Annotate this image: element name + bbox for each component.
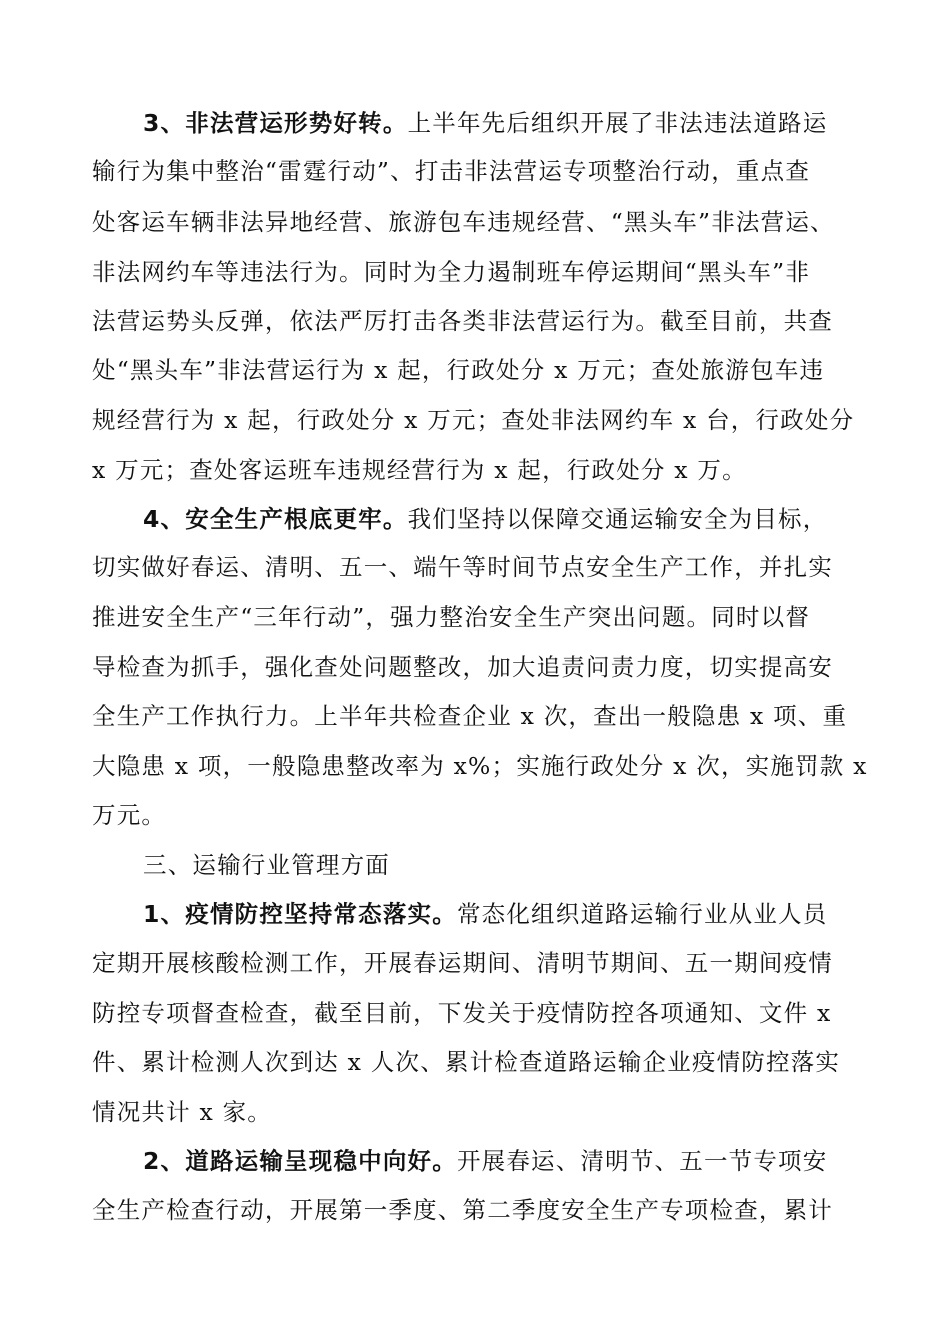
- paragraph-line: 大隐患 x 项，一般隐患整改率为 x%；实施行政处分 x 次，实施罚款 x: [92, 752, 868, 780]
- section-heading: 三、运输行业管理方面: [143, 851, 390, 879]
- paragraph-1-heading-line: [143, 899, 923, 929]
- paragraph-line: 防控专项督查检查，截至目前，下发关于疫情防控各项通知、文件 x: [92, 999, 832, 1027]
- paragraph-line: 定期开展核酸检测工作，开展春运期间、清明节期间、五一期间疫情: [92, 949, 833, 977]
- paragraph-3-text: 上半年先后组织开展了非法违法道路运: [407, 109, 828, 137]
- paragraph-1-lead: 1、疫情防控坚持常态落实。: [143, 900, 457, 928]
- paragraph-line: x 万元；查处客运班车违规经营行为 x 起，行政处分 x 万。: [92, 456, 747, 484]
- paragraph-line: 全生产检查行动，开展第一季度、第二季度安全生产专项检查，累计: [92, 1196, 833, 1224]
- paragraph-2-text: 开展春运、清明节、五一节专项安: [456, 1147, 828, 1175]
- paragraph-line: 导检查为抓手，强化查处问题整改，加大追责问责力度，切实提高安: [92, 653, 833, 681]
- paragraph-line: 件、累计检测人次到达 x 人次、累计检查道路运输企业疫情防控落实: [92, 1048, 841, 1076]
- paragraph-line: 处客运车辆非法异地经营、旅游包车违规经营、“黑头车”非法营运、: [92, 208, 835, 236]
- paragraph-line: 万元。: [92, 801, 167, 829]
- paragraph-line: 非法网约车等违法行为。同时为全力遏制班车停运期间“黑头车”非: [92, 258, 811, 286]
- paragraph-line: 情况共计 x 家。: [92, 1098, 272, 1126]
- paragraph-line: 输行为集中整治“雷霆行动”、打击非法营运专项整治行动，重点查: [92, 157, 811, 185]
- paragraph-4-text: 我们坚持以保障交通运输安全为目标，: [407, 505, 828, 533]
- paragraph-1-text: 常态化组织道路运输行业从业人员: [456, 900, 828, 928]
- paragraph-4-lead: 4、安全生产根底更牢。: [143, 505, 408, 533]
- paragraph-2-lead: 2、道路运输呈现稳中向好。: [143, 1147, 457, 1175]
- paragraph-line: 推进安全生产“三年行动”，强力整治安全生产突出问题。同时以督: [92, 603, 811, 631]
- paragraph-4-heading-line: [143, 504, 923, 534]
- paragraph-line: 全生产工作执行力。上半年共检查企业 x 次，查出一般隐患 x 项、重: [92, 702, 848, 730]
- paragraph-2-heading-line: [143, 1146, 923, 1176]
- paragraph-line: 切实做好春运、清明、五一、端午等时间节点安全生产工作，并扎实: [92, 553, 833, 581]
- paragraph-3-lead: 3、非法营运形势好转。: [143, 109, 408, 137]
- paragraph-3-heading-line: [143, 108, 923, 138]
- paragraph-line: 规经营行为 x 起，行政处分 x 万元；查处非法网约车 x 台，行政处分: [92, 406, 855, 434]
- paragraph-line: 处“黑头车”非法营运行为 x 起，行政处分 x 万元；查处旅游包车违: [92, 356, 825, 384]
- paragraph-line: 法营运势头反弹，依法严厉打击各类非法营运行为。截至目前，共查: [92, 307, 833, 335]
